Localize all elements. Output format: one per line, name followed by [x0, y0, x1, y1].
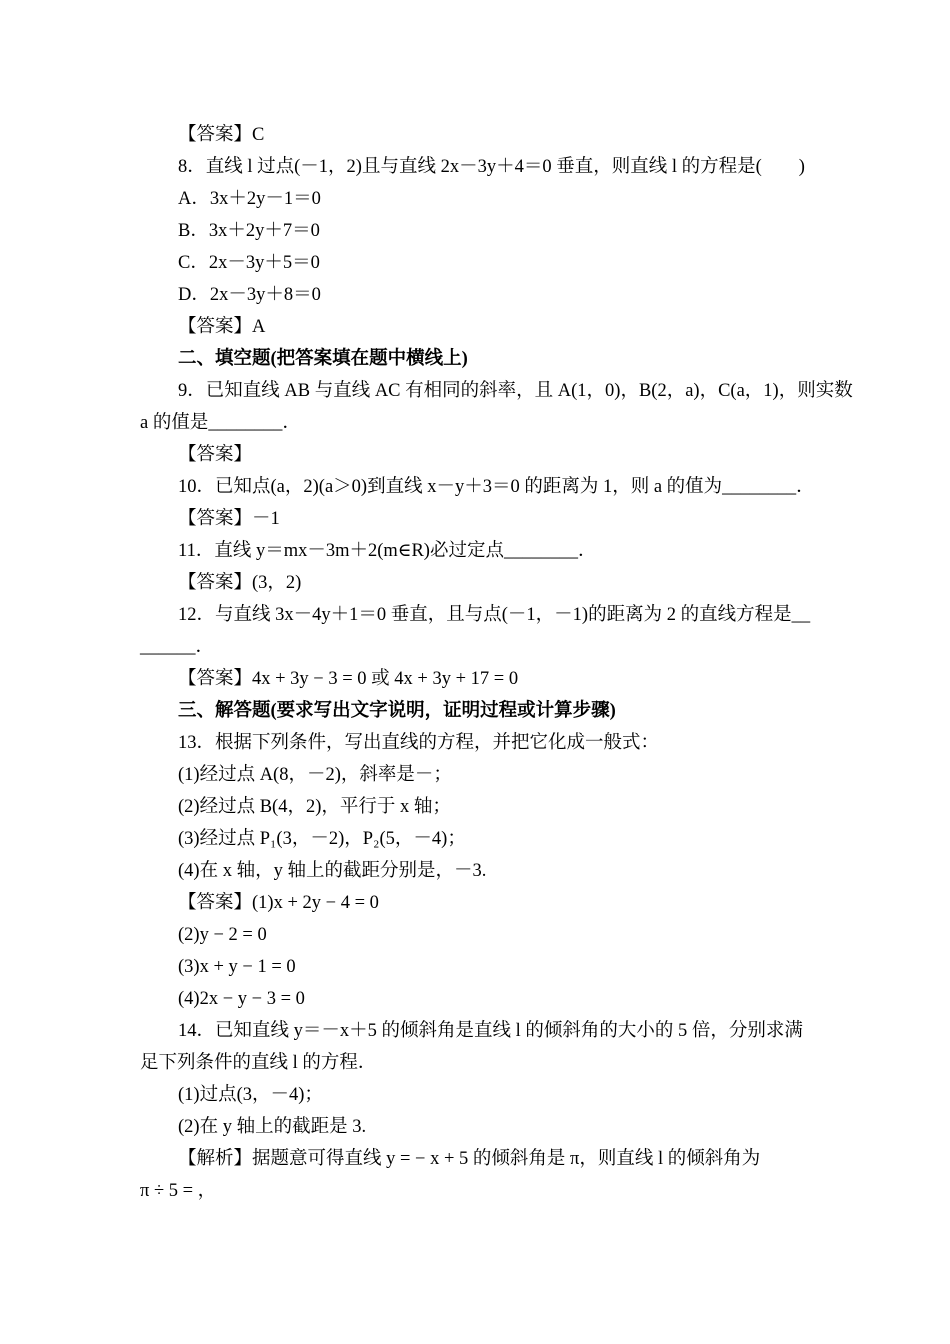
answer-q8: 【答案】A	[178, 317, 266, 337]
answer-q11: 【答案】(3，2)	[178, 573, 302, 593]
q14-part-1: (1)过点(3，－4)；	[178, 1085, 323, 1105]
question-13: 13．根据下列条件，写出直线的方程，并把它化成一般式：	[178, 733, 660, 753]
answer-q7: 【答案】C	[178, 125, 265, 145]
q13-part-2: (2)经过点 B(4，2)，平行于 x 轴；	[178, 797, 451, 817]
question-11: 11．直线 y＝mx－3m＋2(m∈R)必过定点________．	[178, 541, 597, 561]
q14-part-2: (2)在 y 轴上的截距是 3.	[178, 1117, 367, 1137]
q13-part-3: (3)经过点 P₁(3，－2)，P₂(5，－4)；	[178, 829, 466, 849]
question-14-cont: 足下列条件的直线 l 的方程．	[140, 1053, 377, 1073]
question-9-cont: a 的值是________．	[140, 413, 301, 433]
q8-option-a: A．3x＋2y－1＝0	[178, 189, 321, 209]
q8-option-c: C．2x－3y＋5＝0	[178, 253, 320, 273]
q8-option-d: D．2x－3y＋8＝0	[178, 285, 321, 305]
question-12-cont: ______．	[140, 637, 215, 657]
answer-q10: 【答案】－1	[178, 509, 280, 529]
answer-q13-1: 【答案】(1)x + 2y − 4 = 0	[178, 893, 379, 913]
answer-q12: 【答案】4x + 3y − 3 = 0 或 4x + 3y + 17 = 0	[178, 669, 519, 689]
q13-part-4: (4)在 x 轴，y 轴上的截距分别是，－3.	[178, 861, 487, 881]
question-8: 8．直线 l 过点(－1，2)且与直线 2x－3y＋4＝0 垂直，则直线 l 的方程是( )	[178, 157, 805, 177]
question-14: 14．已知直线 y＝－x＋5 的倾斜角是直线 l 的倾斜角的大小的 5 倍，分别求满	[178, 1021, 803, 1041]
question-10: 10．已知点(a，2)(a＞0)到直线 x－y＋3＝0 的距离为 1，则 a 的值为________．	[178, 477, 815, 497]
question-12: 12．与直线 3x－4y＋1＝0 垂直，且与点(－1，－1)的距离为 2 的直线方程是__	[178, 605, 811, 625]
question-9: 9．已知直线 AB 与直线 AC 有相同的斜率，且 A(1，0)，B(2，a)，C(a，1)，则实数	[178, 381, 853, 401]
section-2-heading: 二、填空题(把答案填在题中横线上)	[178, 349, 468, 369]
solution-q14: 【解析】据题意可得直线 y = − x + 5 的倾斜角是 π，则直线 l 的倾斜角为	[178, 1149, 761, 1169]
q8-option-b: B．3x＋2y＋7＝0	[178, 221, 320, 241]
answer-q13-4: (4)2x − y − 3 = 0	[178, 989, 305, 1009]
q13-part-1: (1)经过点 A(8，－2)，斜率是－；	[178, 765, 452, 785]
answer-q9: 【答案】	[178, 445, 253, 465]
section-3-heading: 三、解答题(要求写出文字说明，证明过程或计算步骤)	[178, 701, 616, 721]
solution-q14-cont: π ÷ 5 = ，	[140, 1181, 217, 1201]
answer-q13-3: (3)x + y − 1 = 0	[178, 957, 296, 977]
answer-q13-2: (2)y − 2 = 0	[178, 925, 267, 945]
